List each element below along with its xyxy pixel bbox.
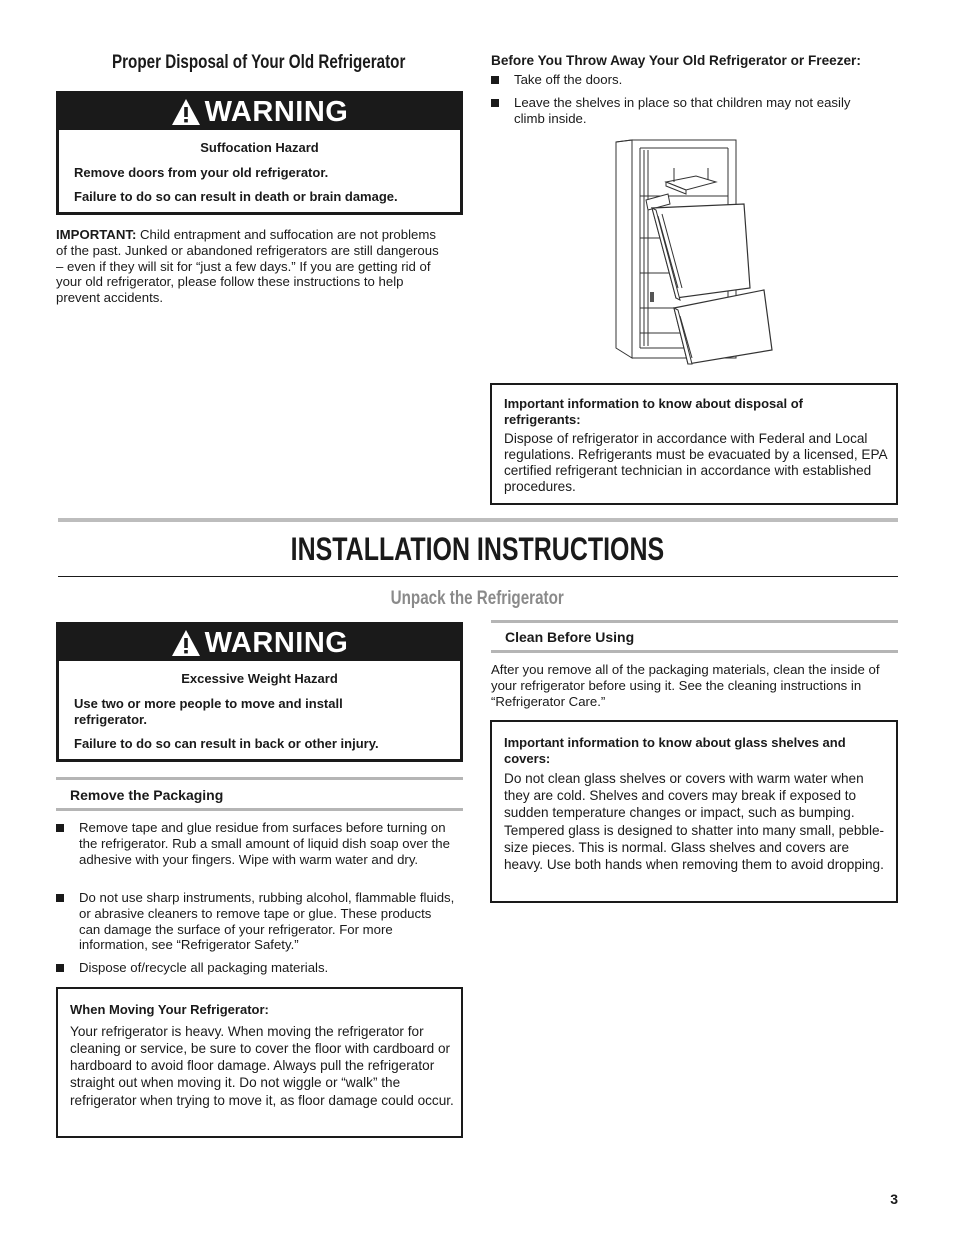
warning-line: Failure to do so can result in back or other injury.	[74, 736, 379, 751]
section-rule-bottom	[58, 576, 898, 577]
disposal-heading: Proper Disposal of Your Old Refrigerator	[112, 52, 406, 73]
clean-heading: Clean Before Using	[505, 629, 635, 645]
glass-info-title: Important information to know about glass shelves and covers:	[504, 735, 846, 766]
warning-triangle-icon	[171, 98, 201, 126]
page-number: 3	[890, 1191, 898, 1207]
warning-hazard: Excessive Weight Hazard	[181, 671, 338, 686]
important-line: Child entrapment and suffocation are not problems	[136, 227, 436, 242]
warning-hazard: Suffocation Hazard	[200, 140, 319, 155]
warning-banner	[59, 625, 460, 661]
bullet-square-icon	[56, 964, 64, 972]
bullet-square-icon	[56, 824, 64, 832]
important-line: – even if they will sit for “just a few days.” If you are getting rid of	[56, 258, 431, 274]
list-item: Dispose of/recycle all packaging materials.	[56, 960, 456, 978]
suffocation-warning-box	[56, 91, 463, 215]
clean-rule-top	[491, 620, 898, 623]
warning-triangle-icon	[171, 629, 201, 657]
bullet-square-icon	[56, 894, 64, 902]
packaging-rule-top	[56, 777, 463, 780]
bullet-square-icon	[491, 76, 499, 84]
moving-info-body: Your refrigerator is heavy. When moving the refrigerator for cleaning or service, be sure to cover the floor with cardboard or hardboard to avoid floor damage. Always pull the refrigerator straight out when moving it. Do not wiggle or “walk” the refrigerator when trying to move it, as floor damage could occur.	[70, 1023, 454, 1108]
moving-info-title: When Moving Your Refrigerator:	[70, 1002, 269, 1017]
unpack-subtitle: Unpack the Refrigerator	[390, 588, 564, 609]
list-item: Take off the doors.	[491, 72, 891, 90]
important-paragraph	[56, 227, 466, 306]
important-line: your old refrigerator, please follow these instructions to help	[56, 274, 404, 290]
list-item: Do not use sharp instruments, rubbing alcohol, flammable fluids, or abrasive cleaners to remove tape or glue. These products can damage the surface of your refrigerator. For more information, see “Refrigerator Safety.”	[56, 890, 456, 954]
glass-info-box	[490, 720, 898, 903]
warning-label: WARNING	[204, 626, 349, 659]
bullet-square-icon	[491, 99, 499, 107]
important-line: of the past. Junked or abandoned refrigerators are still dangerous	[56, 242, 439, 258]
warning-label: WARNING	[204, 95, 349, 128]
important-label: IMPORTANT:	[56, 227, 137, 242]
clean-rule-bottom	[491, 650, 898, 653]
glass-info-body: Do not clean glass shelves or covers with warm water when they are cold. Shelves and covers may break if exposed to sudden temperature changes or impact, such as bumping. Tempered glass is designed to shatter into many small, pebble-size pieces. This is normal. Glass shelves and covers are heavy. Use both hands when removing them to avoid dropping.	[504, 771, 885, 873]
important-line: prevent accidents.	[56, 290, 164, 306]
list-item: Remove tape and glue residue from surfaces before turning on the refrigerator. Rub a small amount of liquid dish soap over the adhesive with your fingers. Wipe with warm water and dry.	[56, 820, 456, 884]
refrigerant-info-title: Important information to know about disposal of refrigerants:	[504, 396, 803, 427]
throw-away-heading: Before You Throw Away Your Old Refrigerator or Freezer:	[491, 53, 861, 68]
moving-info-box	[56, 987, 463, 1138]
refrigerator-illustration	[610, 138, 780, 366]
refrigerant-info-body: Dispose of refrigerator in accordance with Federal and Local regulations. Refrigerants must be evacuated by a licensed, EPA certified refrigerant technician in accordance with established procedures.	[504, 431, 887, 494]
packaging-heading: Remove the Packaging	[70, 787, 224, 803]
warning-line: Use two or more people to move and install refrigerator.	[74, 696, 343, 727]
packaging-rule-bottom	[56, 808, 463, 811]
installation-title: INSTALLATION INSTRUCTIONS	[290, 531, 664, 567]
warning-banner	[59, 94, 460, 130]
warning-line: Failure to do so can result in death or brain damage.	[74, 189, 398, 204]
clean-paragraph: After you remove all of the packaging materials, clean the inside of your refrigerator before using it. See the cleaning instructions in “Refrigerator Care.”	[491, 662, 880, 709]
weight-warning-box	[56, 622, 463, 762]
section-rule-top	[58, 518, 898, 522]
refrigerant-info-box	[490, 383, 898, 505]
list-item: Leave the shelves in place so that children may not easily climb inside.	[491, 95, 891, 129]
warning-line: Remove doors from your old refrigerator.	[74, 165, 329, 180]
